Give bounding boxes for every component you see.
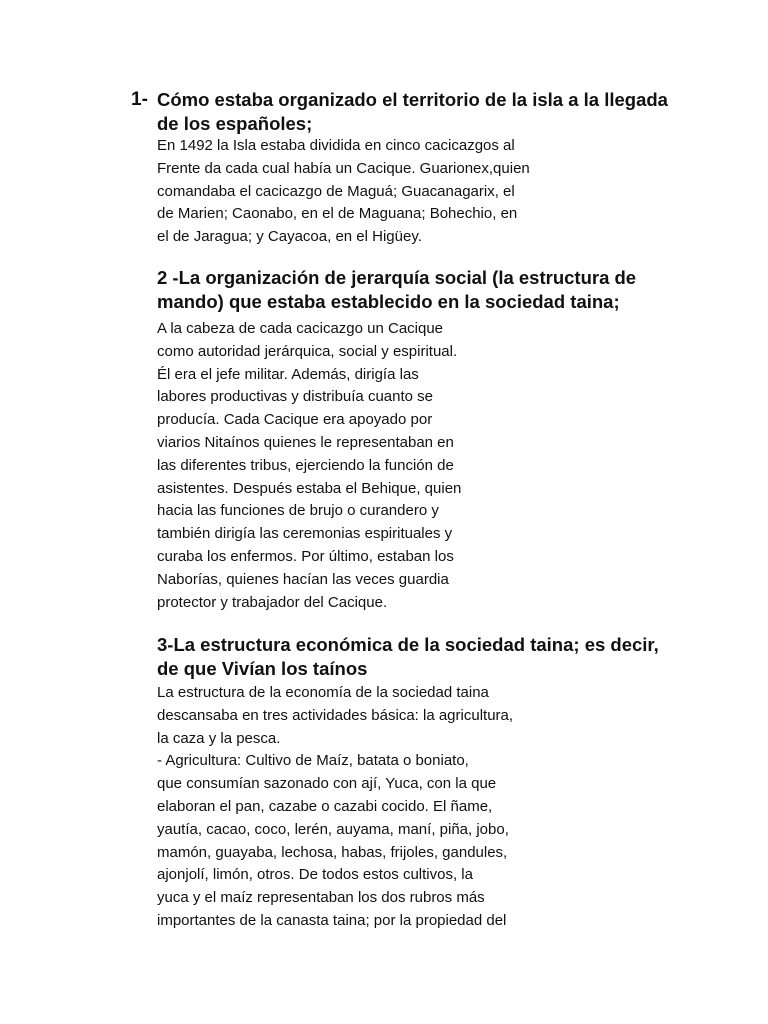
question-1-answer: En 1492 la Isla estaba dividida en cinco cacicazgos al Frente da cada cual había un Cacique. Guarionex,quien comandaba el cacicazgo de Maguá; Guacanagarix, el de Marien; Caonabo, en el de Maguana; Bohechio, en el de Jaragua; y Cayacoa, en el Higüey. — [157, 137, 530, 246]
question-2-answer: A la cabeza de cada cacicazgo un Cacique como autoridad jerárquica, social y espiritual. Él era el jefe militar. Además, dirigía las labores productivas y distribuía cuanto se producía. Cada Cacique era apoyado por viarios Nitaínos quienes le representaban en las diferentes tribus, ejerciendo la función de asistentes. Después estaba el Behique, quien hacia las funciones de brujo o curandero y también dirigía las ceremonias espirituales y curaba los enfermos. Por último, estaban los Naborías, quienes hacían las veces guardia protector y trabajador del Cacique. — [157, 320, 462, 611]
question-1-title: Cómo estaba organizado el territorio de la isla a la llegada de los españoles; — [157, 89, 668, 134]
question-1-number: 1- — [131, 89, 148, 110]
question-3-answer: La estructura de la economía de la sociedad taina descansaba en tres actividades básica: la agricultura, la caza y la pesca. - Agricultura: Cultivo de Maíz, batata o boniato, que consumían sazonado con ají, Yuca, con la que elaboran el pan, cazabe o cazabi cocido. El ñame, yautía, cacao, coco, lerén, auyama, maní, piña, jobo, mamón, guayaba, lechosa, habas, frijoles, gandules, ajonjolí, limón, otros. De todos estos cultivos, la yuca y el maíz representaban los dos rubros más importantes de la canasta taina; por la propiedad del — [157, 684, 514, 929]
question-2-title: 2 -La organización de jerarquía social (la estructura de mando) que estaba establecido en la sociedad taina; — [157, 267, 637, 312]
question-3-title: 3-La estructura económica de la sociedad taina; es decir, de que Vivían los taínos — [157, 634, 659, 679]
